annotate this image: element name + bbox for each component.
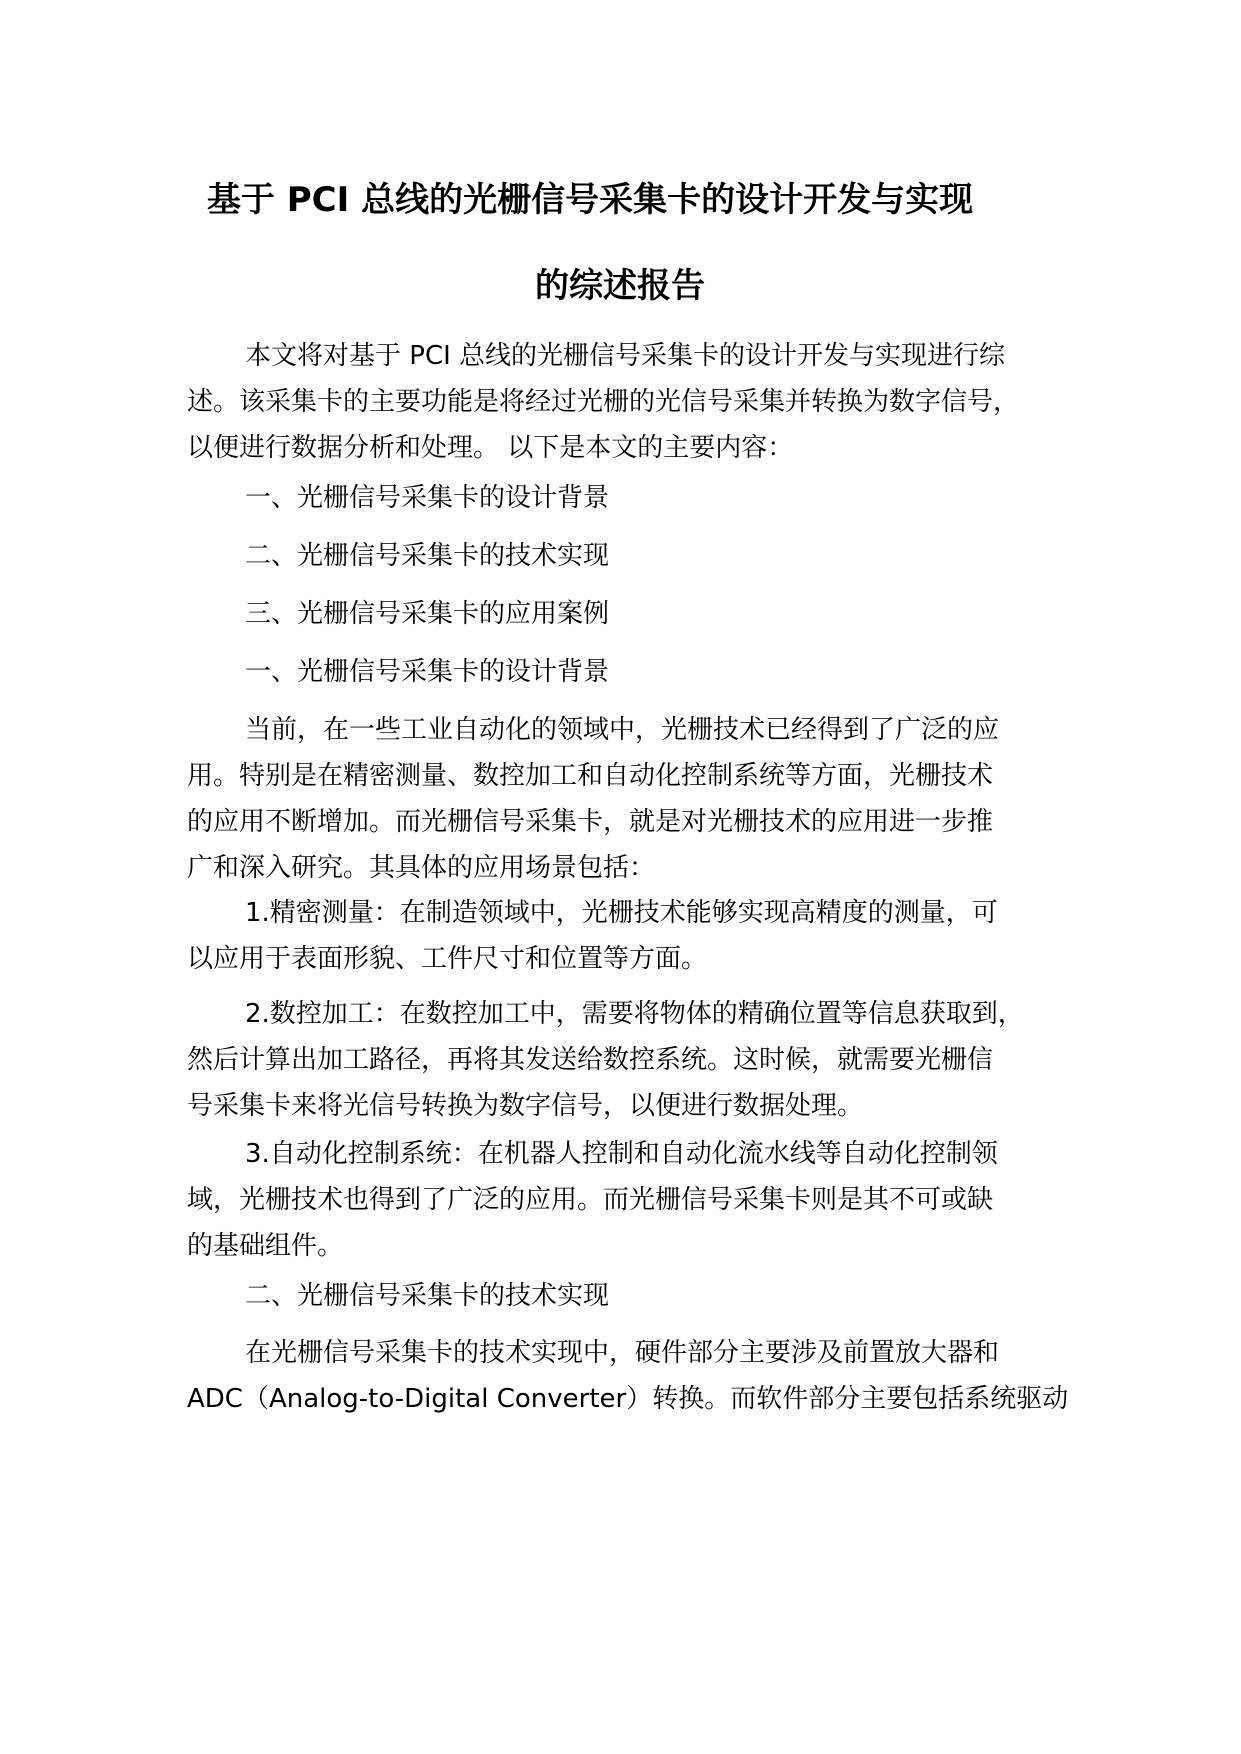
text-line: 本文将对基于 PCI 总线的光栅信号采集卡的设计开发与实现进行综: [245, 341, 1006, 371]
section-heading-1: [187, 649, 1077, 695]
text-line: 述。该采集卡的主要功能是将经过光栅的光信号采集并转换为数字信号，: [187, 387, 1020, 417]
outline-item-3: [187, 591, 1077, 637]
text-line: 当前，在一些工业自动化的领域中，光栅技术已经得到了广泛的应: [245, 715, 1000, 745]
text-line: 3.自动化控制系统：在机器人控制和自动化流水线等自动化控制领: [245, 1139, 998, 1169]
section-heading-2: [187, 1273, 1077, 1319]
document-title-line-1: 基于 PCI 总线的光栅信号采集卡的设计开发与实现: [206, 180, 974, 220]
text-line: 广和深入研究。其具体的应用场景包括：: [187, 853, 656, 883]
text-line: ADC（Analog-to-Digital Converter）转换。而软件部分主要包括系统驱动: [187, 1384, 1069, 1414]
text-line: 2.数控加工：在数控加工中，需要将物体的精确位置等信息获取到，: [245, 999, 1024, 1029]
text-line: 二、光栅信号采集卡的技术实现: [245, 541, 610, 571]
text-line: 域，光栅技术也得到了广泛的应用。而光栅信号采集卡则是其不可或缺: [187, 1185, 994, 1215]
text-line: 一、光栅信号采集卡的设计背景: [245, 483, 610, 513]
text-line: 三、光栅信号采集卡的应用案例: [245, 599, 610, 629]
text-line: 用。特别是在精密测量、数控加工和自动化控制系统等方面，光栅技术: [187, 761, 994, 791]
text-line: 的基础组件。: [187, 1231, 344, 1261]
text-line: 以便进行数据分析和处理。 以下是本文的主要内容：: [187, 433, 794, 463]
paragraph-cnc-machining: [187, 991, 1077, 1129]
text-line: 一、光栅信号采集卡的设计背景: [245, 657, 610, 687]
paragraph-precision-measurement: [187, 890, 1077, 982]
text-line: 号采集卡来将光信号转换为数字信号，以便进行数据处理。: [187, 1091, 864, 1121]
paragraph-technical-implementation: [187, 1330, 1077, 1422]
paragraph-intro: [187, 333, 1077, 471]
outline-item-2: [187, 533, 1077, 579]
paragraph-background: [187, 707, 1077, 891]
text-line: 二、光栅信号采集卡的技术实现: [245, 1281, 610, 1311]
text-line: 1.精密测量：在制造领域中，光栅技术能够实现高精度的测量，可: [245, 898, 998, 928]
text-line: 在光栅信号采集卡的技术实现中，硬件部分主要涉及前置放大器和: [245, 1338, 1000, 1368]
text-line: 的应用不断增加。而光栅信号采集卡，就是对光栅技术的应用进一步推: [187, 807, 994, 837]
document-title-line-2: 的综述报告: [535, 266, 705, 306]
text-line: 然后计算出加工路径，再将其发送给数控系统。这时候，就需要光栅信: [187, 1045, 994, 1075]
paragraph-automation-control: [187, 1131, 1077, 1269]
outline-item-1: [187, 475, 1077, 521]
text-line: 以应用于表面形貌、工件尺寸和位置等方面。: [187, 944, 708, 974]
